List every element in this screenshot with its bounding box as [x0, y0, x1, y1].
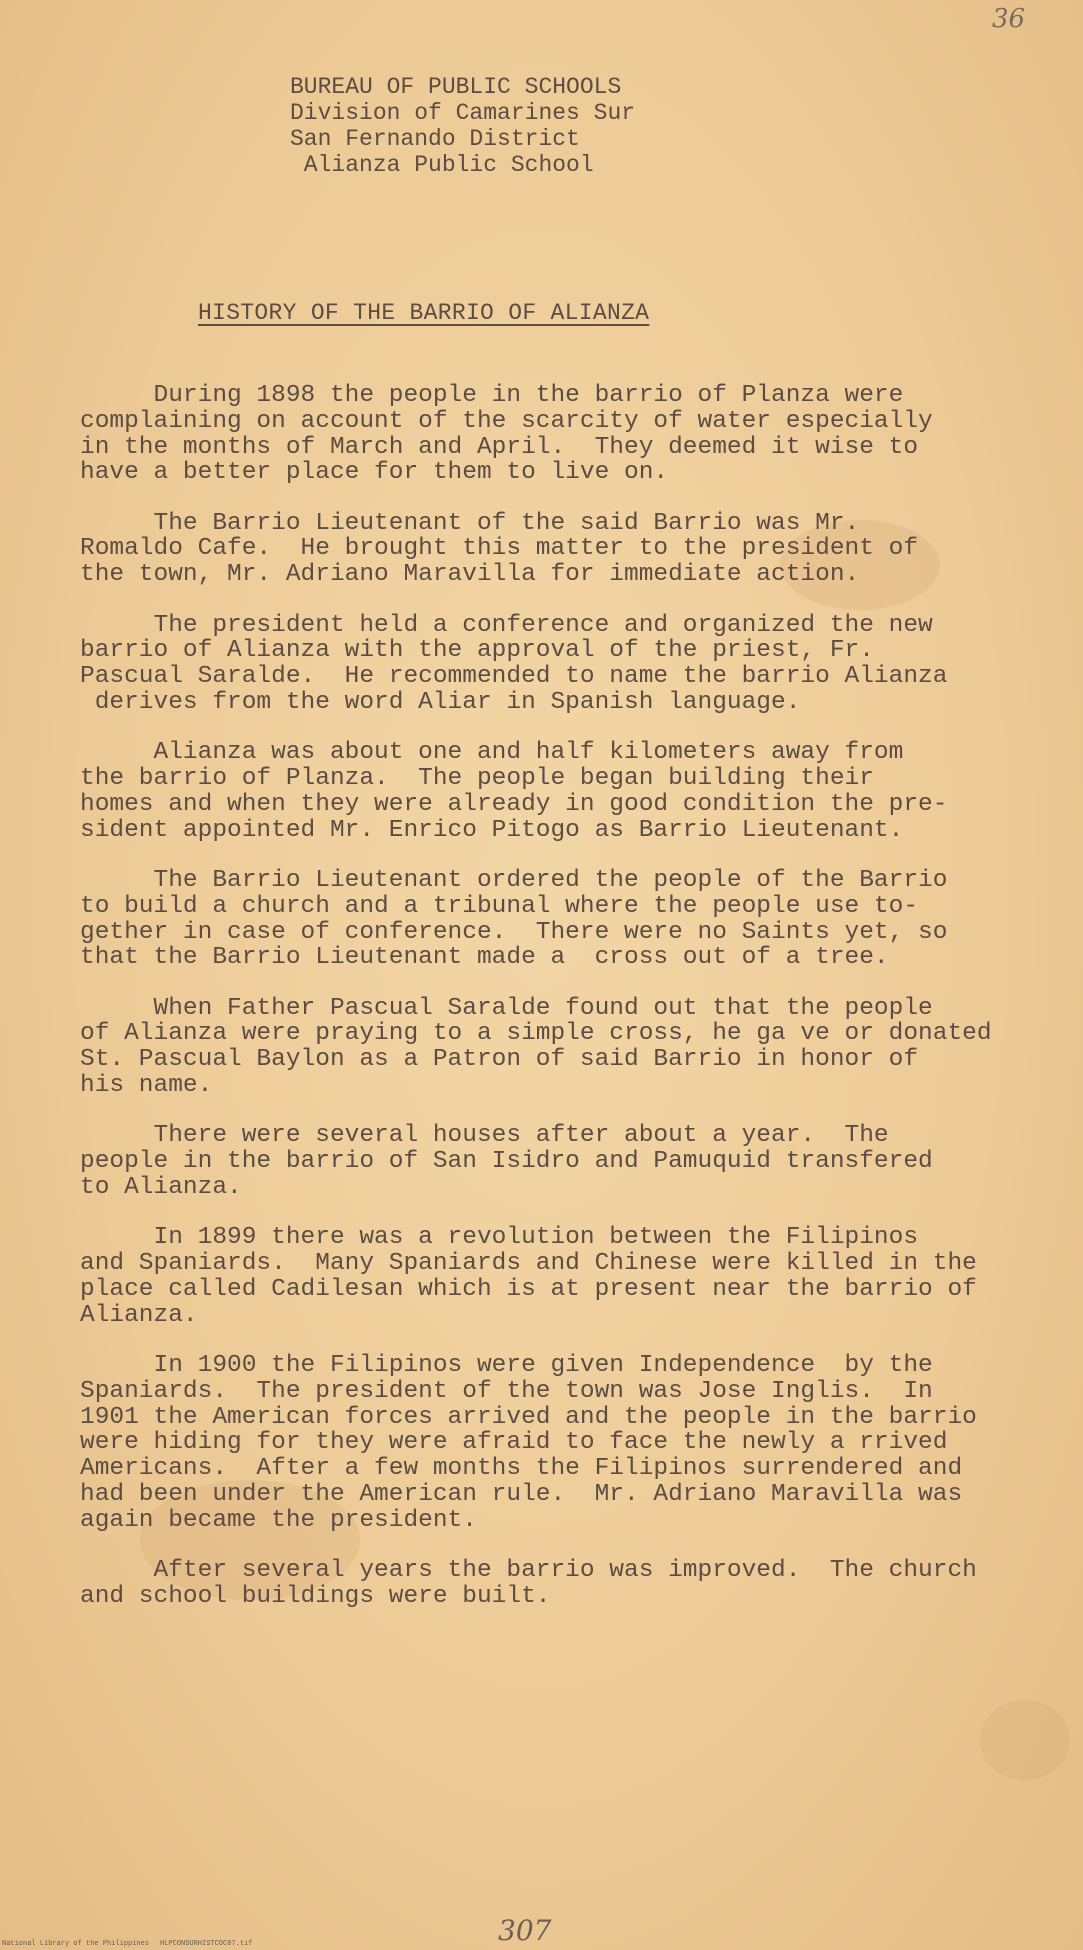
- paragraph-7: There were several houses after about a year. The people in the barrio of San Isidro and Pamuquid transfered to Alianza.: [80, 1122, 933, 1201]
- document-title: HISTORY OF THE BARRIO OF ALIANZA: [198, 300, 650, 326]
- library-credit: National Library of the Philippines: [2, 1940, 150, 1948]
- paragraph-9: In 1900 the Filipinos were given Independence by the Spaniards. The president of the town was Jose Inglis. In 1901 the American forces arrived and the people in the barrio were hiding for they were afraid to face the newly a rrived Americans. After a few months the Filipinos surrendered and had been under the American rule. Mr. Adriano Maravilla was again became the president.: [80, 1351, 977, 1534]
- paragraph-1: During 1898 the people in the barrio of Planza were complaining on account of the scarcity of water especially in the months of March and April. They deemed it wise to have a better place for them to live on.: [80, 382, 933, 487]
- paper-stain: [980, 1700, 1070, 1780]
- paragraph-10: After several years the barrio was improved. The church and school buildings were built.: [80, 1556, 977, 1610]
- scan-filename: HLPCONSURHISTCOC07.tif: [160, 1940, 253, 1948]
- header-line-district: San Fernando District: [290, 126, 580, 152]
- paragraph-2: The Barrio Lieutenant of the said Barrio was Mr. Romaldo Cafe. He brought this matter to the president of the town, Mr. Adriano Maravilla for immediate action.: [80, 509, 919, 589]
- paragraph-8: In 1899 there was a revolution between the Filipinos and Spaniards. Many Spaniards and Chinese were killed in the place called Cadilesan which is at present near the barrio of Alianza.: [80, 1224, 977, 1329]
- paragraph-5: The Barrio Lieutenant ordered the people of the Barrio to build a church and a tribunal where the people use to- gether in case of conference. There were no Saints yet, so that the Barrio Lieutenant made a cross out of a tree.: [80, 866, 948, 972]
- paragraph-6: When Father Pascual Saralde found out that the people of Alianza were praying to a simple cross, he ga ve or donated St. Pascual Baylon as a Patron of said Barrio in honor of his name.: [80, 994, 992, 1100]
- document-body: [80, 383, 1040, 1634]
- handwritten-page-number: 36: [992, 4, 1026, 34]
- handwritten-folio-number: 307: [498, 1914, 552, 1947]
- paragraph-4: Alianza was about one and half kilometers away from the barrio of Planza. The people began building their homes and when they were already in good condition the pre- sident appointed Mr. Enrico Pitogo as Barrio Lieutenant.: [80, 739, 948, 844]
- header-line-school: Alianza Public School: [290, 152, 594, 178]
- header-line-bureau: BUREAU OF PUBLIC SCHOOLS: [290, 74, 622, 100]
- letterhead: [290, 74, 635, 178]
- header-line-division: Division of Camarines Sur: [290, 100, 636, 126]
- paragraph-3: The president held a conference and organized the new barrio of Alianza with the approval of the priest, Fr. Pascual Saralde. He recommended to name the barrio Alianza derives from the word Aliar in Spanish language.: [80, 611, 948, 716]
